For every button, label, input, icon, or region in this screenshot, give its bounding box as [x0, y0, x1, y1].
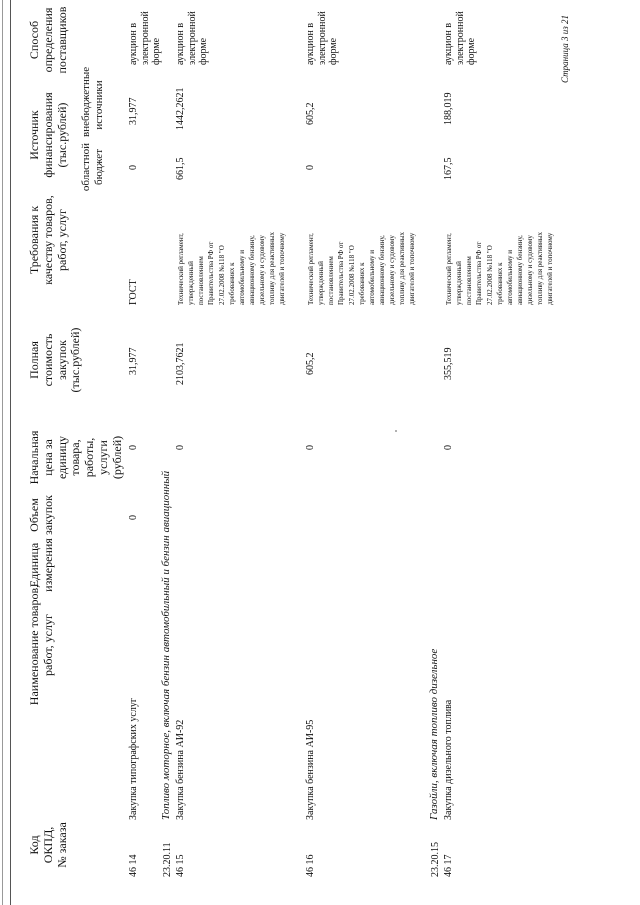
- header-unit: Единица измерения: [27, 538, 55, 592]
- group-code: 23.20.15: [430, 842, 441, 877]
- row-total: 31,977: [128, 347, 139, 375]
- row-price: 0: [443, 445, 454, 450]
- row-method: аукцион в электронной форме: [305, 11, 339, 65]
- row-fin-budget: 167,5: [443, 157, 454, 180]
- row-fin-extra: 31,977: [128, 97, 139, 125]
- row-fin-extra: 1442,2621: [175, 87, 186, 130]
- row-name: Закупка бензина АИ-92: [175, 719, 186, 820]
- row-code: 46 15: [175, 854, 186, 877]
- row-requirements: Технический регламент, утвержденный постановлением Правительства РФ от 27.02.2008 №118 "О требованиях к автомобильному и авиационному бензину, дизельному и судовому топливу для реактивных двигателей и топочному: [177, 232, 287, 305]
- row-fin-extra: 188,019: [443, 92, 454, 125]
- row-name: Закупка типографских услуг: [128, 698, 139, 820]
- row-total: 355,519: [443, 347, 454, 380]
- row-name: Закупка дизельного топлива: [443, 699, 454, 820]
- group-code: 23.20.11: [162, 842, 173, 877]
- row-code: 46 16: [305, 854, 316, 877]
- group-title: Топливо моторное, включая бензин автомобильный и бензин авиационный: [160, 470, 172, 820]
- row-code: 46 17: [443, 854, 454, 877]
- row-price: 0: [305, 445, 316, 450]
- header-fin-extra: внебюджетные источники: [80, 66, 105, 137]
- header-volume: Объем закупок: [27, 495, 55, 535]
- row-fin-budget: 0: [305, 165, 316, 170]
- row-name: Закупка бензина АИ-95: [305, 719, 316, 820]
- header-requirements: Требования к качеству товаров, работ, услуг: [27, 195, 69, 285]
- header-fin-budget: областной бюджет: [80, 142, 105, 192]
- row-requirements: Технический регламент, утвержденный постановлением Правительства РФ от 27.02.2008 №118 "О требованиях к автомобильному и авиационному бензину, дизельному и судовому топливу для реактивных двигателей и топочному: [307, 232, 417, 305]
- group-title: Газойли, включая топливо дизельное: [428, 648, 440, 820]
- row-requirements: Технический регламент, утвержденный постановлением Правительства РФ от 27.02.2008 №118 "О требованиях к автомобильному и авиационному бензину, дизельному и судовому топливу для реактивных двигателей и топочному: [445, 232, 555, 305]
- row-volume: 0: [128, 515, 139, 520]
- row-method: аукцион в электронной форме: [443, 11, 477, 65]
- page-number: Страница 3 из 21: [560, 15, 570, 83]
- row-fin-budget: 0: [128, 165, 139, 170]
- header-total: Полная стоимость закупок (тыс.рублей): [27, 327, 83, 393]
- row-fin-extra: 605,2: [305, 102, 316, 125]
- header-financing: Источник финансирования (тыс.рублей): [27, 92, 69, 178]
- row-method: аукцион в электронной форме: [175, 11, 209, 65]
- header-code: Код ОКПД, № заказа: [27, 822, 69, 868]
- header-name: Наименование товаров, работ, услуг: [27, 584, 55, 706]
- row-price: 0: [175, 445, 186, 450]
- row-price: 0: [128, 445, 139, 450]
- row-total: 2103,7621: [175, 342, 186, 385]
- row-total: 605,2: [305, 352, 316, 375]
- row-method: аукцион в электронной форме: [128, 11, 162, 65]
- header-unit-price: Начальная цена за единицу товара, работы, услуги (рублей): [27, 430, 124, 485]
- row-requirements: ГОСТ: [128, 279, 139, 305]
- header-method: Способ определения поставщиков: [27, 6, 69, 74]
- row-code: 46 14: [128, 854, 139, 877]
- row-fin-budget: 661,5: [175, 157, 186, 180]
